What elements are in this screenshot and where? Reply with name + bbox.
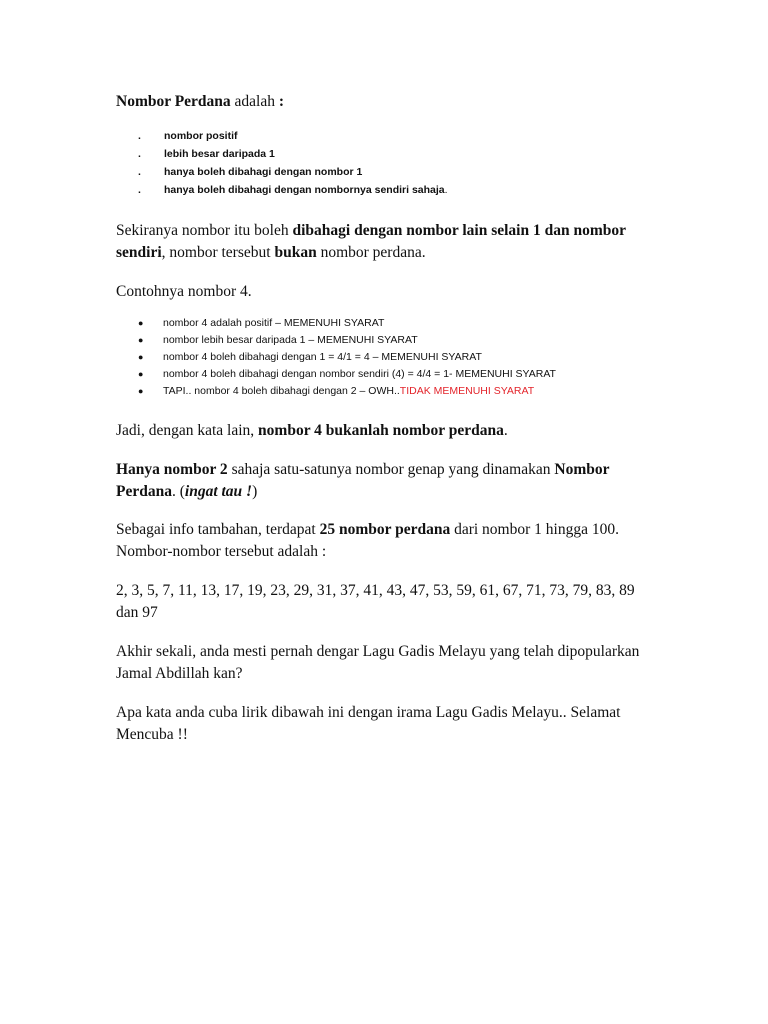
list-item-text: nombor 4 adalah positif – MEMENUHI SYARAT	[163, 317, 385, 329]
text-run: . (	[171, 483, 185, 500]
bullet-icon: ●	[138, 352, 144, 362]
criteria-list	[138, 127, 638, 199]
bold-italic-run: ingat tau !	[184, 483, 253, 500]
list-marker: .	[138, 184, 141, 196]
bullet-icon: ●	[138, 369, 144, 379]
intro-colon: :	[278, 93, 285, 110]
primes-list: 2, 3, 5, 7, 11, 13, 17, 19, 23, 29, 31, 37, 41, 43, 47, 53, 59, 61, 67, 71, 73, 79, 83, 89 dan 97	[116, 582, 635, 621]
bullet-icon: ●	[138, 335, 144, 345]
text-run: .	[503, 422, 508, 439]
list-item	[138, 315, 638, 332]
example-intro: Contohnya nombor 4.	[116, 283, 252, 300]
list-item-tail: .	[444, 184, 448, 196]
list-item-text: nombor lebih besar daripada 1 – MEMENUHI SYARAT	[163, 334, 418, 346]
bold-run: dibahagi dengan nombor lain selain 1 dan nombor sendiri	[116, 222, 626, 261]
text-run: Jadi, dengan kata lain,	[116, 422, 259, 439]
bullet-icon: ●	[138, 386, 144, 396]
info-paragraph	[116, 519, 646, 563]
bold-run: Nombor Perdana	[116, 461, 610, 500]
list-item-text: hanya boleh dibahagi dengan nombornya sendiri sahaja	[164, 184, 445, 196]
bold-run: nombor 4 bukanlah nombor perdana	[258, 422, 504, 439]
list-item	[138, 383, 638, 400]
list-item	[138, 349, 638, 366]
conclusion-paragraph	[116, 420, 646, 442]
list-item-text: nombor 4 boleh dibahagi dengan 1 = 4/1 = 4 – MEMENUHI SYARAT	[163, 351, 482, 363]
list-item	[138, 366, 638, 383]
list-marker: .	[138, 166, 141, 178]
example-list	[138, 315, 638, 400]
even-prime-paragraph	[116, 459, 646, 503]
bold-run: Hanya nombor 2	[116, 461, 228, 478]
text-run: Sekiranya nombor itu boleh	[116, 222, 293, 239]
list-marker: .	[138, 148, 141, 160]
list-item	[138, 181, 638, 199]
condition-paragraph	[116, 220, 646, 264]
bold-run: bukan	[274, 244, 317, 261]
text-run: Sebagai info tambahan, terdapat	[116, 521, 320, 538]
intro-heading	[116, 91, 646, 113]
list-item	[138, 145, 638, 163]
list-marker: .	[138, 130, 141, 142]
intro-is: adalah	[230, 93, 279, 110]
text-run: )	[252, 483, 258, 500]
list-item-text: lebih besar daripada 1	[164, 148, 275, 160]
list-item-text: nombor 4 boleh dibahagi dengan nombor sendiri (4) = 4/4 = 1- MEMENUHI SYARAT	[163, 368, 556, 380]
list-item-text: hanya boleh dibahagi dengan nombor 1	[164, 166, 363, 178]
bullet-icon: ●	[138, 318, 144, 328]
list-item	[138, 163, 638, 181]
final-paragraph: Akhir sekali, anda mesti pernah dengar Lagu Gadis Melayu yang telah dipopularkan Jamal Abdillah kan?	[116, 643, 640, 682]
text-run: sahaja satu-satunya nombor genap yang dinamakan	[227, 461, 555, 478]
bold-run: 25 nombor perdana	[319, 521, 451, 538]
list-item-text: TAPI.. nombor 4 boleh dibahagi dengan 2 – OWH..	[163, 385, 400, 397]
list-item	[138, 332, 638, 349]
list-item	[138, 127, 638, 145]
text-run: , nombor tersebut	[161, 244, 275, 261]
warning-text: TIDAK MEMENUHI SYARAT	[399, 385, 535, 397]
text-run: nombor perdana.	[316, 244, 426, 261]
list-item-text-wrap	[164, 181, 448, 199]
list-item-text: nombor positif	[164, 130, 238, 142]
closing-paragraph: Apa kata anda cuba lirik dibawah ini dengan irama Lagu Gadis Melayu.. Selamat Mencuba !!	[116, 704, 621, 743]
list-item-text-wrap	[163, 383, 534, 400]
text-run: dari nombor 1 hingga 100. Nombor-nombor tersebut adalah :	[116, 521, 619, 560]
intro-term: Nombor Perdana	[116, 93, 231, 110]
